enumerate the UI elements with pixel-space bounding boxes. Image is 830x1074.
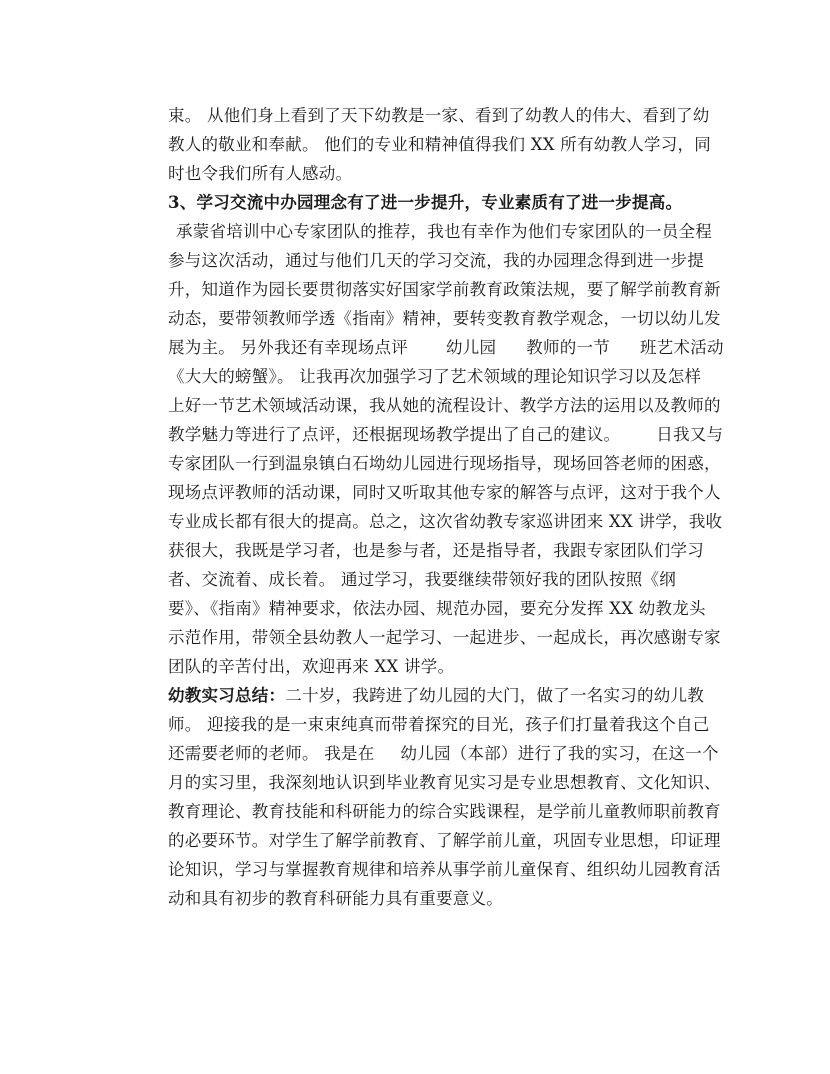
text-line: 要》、《指南》精神要求，依法办园、规范办园，要充分发挥 XX 幼教龙头 [168,599,706,618]
text-line: 教育理论、教育技能和科研能力的综合实践课程，是学前儿童教师职前教育 [168,802,721,821]
text-line: 教学魅力等进行了点评，还根据现场教学提出了自己的建议。 日我又与 [168,425,724,444]
text-line: 者、交流着、成长着。 通过学习，我要继续带领好我的团队按照《纲 [168,570,676,589]
text-line: 现场点评教师的活动课，同时又听取其他专家的解答与点评，这对于我个人 [168,483,721,502]
text-line: 获很大，我既是学习者，也是参与者，还是指导者，我跟专家团队们学习 [168,541,704,560]
text-line: 展为主。 另外我还有幸现场点评 幼儿园 教师的一节 班艺术活动 [168,338,724,357]
text-line: 示范作用，带领全县幼教人一起学习、一起进步、一起成长，再次感谢专家 [168,628,721,647]
text-line: 专业成长都有很大的提高。总之，这次省幼教专家巡讲团来 XX 讲学，我收 [168,512,723,531]
text-line: 《大大的螃蟹》。 让我再次加强学习了艺术领域的理论知识学习以及怎样 [168,367,702,386]
text-line: 师。 迎接我的是一束束纯真而带着探究的目光，孩子们打量着我这个自己 [168,715,710,734]
text-line: 幼教实习总结：二十岁，我跨进了幼儿园的大门，做了一名实习的幼儿教 [168,686,704,705]
text-line: 专家团队一行到温泉镇白石坳幼儿园进行现场指导，现场回答老师的困惑， [168,454,721,473]
text-line: 还需要老师的老师。 我是在 幼儿园（本部）进行了我的实习，在这一个 [168,744,719,763]
text-line: 束。 从他们身上看到了天下幼教是一家、看到了幼教人的伟大、看到了幼 [168,106,710,125]
text-line: 论知识，学习与掌握教育规律和培养从事学前儿童保育、组织幼儿园教育活 [168,860,721,879]
text-line: 上好一节艺术领域活动课，我从她的流程设计、教学方法的运用以及教师的 [168,396,721,415]
text-line: 参与这次活动，通过与他们几天的学习交流，我的办园理念得到进一步提 [168,251,704,270]
section-heading: 幼教实习总结： [168,686,286,705]
text-line: 时也令我们所有人感动。 [168,164,353,183]
text-line: 教人的敬业和奉献。 他们的专业和精神值得我们 XX 所有幼教人学习，同 [168,135,711,154]
text-line: 升，知道作为园长要贯彻落实好国家学前教育政策法规，要了解学前教育新 [168,280,721,299]
text-line: 动态，要带领教师学透《指南》精神，要转变教育教学观念，一切以幼儿发 [168,309,721,328]
text-line: 动和具有初步的教育科研能力具有重要意义。 [168,889,503,908]
text-line: 团队的辛苦付出，欢迎再来 XX 讲学。 [168,657,455,676]
text-line: 承蒙省培训中心专家团队的推荐，我也有幸作为他们专家团队的一员全程 [176,222,712,241]
text-line: 的必要环节。对学生了解学前教育、了解学前儿童，巩固专业思想，印证理 [168,831,721,850]
section-heading: 3、学习交流中办园理念有了进一步提升，专业素质有了进一步提高。 [168,193,683,212]
text-line: 月的实习里，我深刻地认识到毕业教育见实习是专业思想教育、文化知识、 [168,773,721,792]
